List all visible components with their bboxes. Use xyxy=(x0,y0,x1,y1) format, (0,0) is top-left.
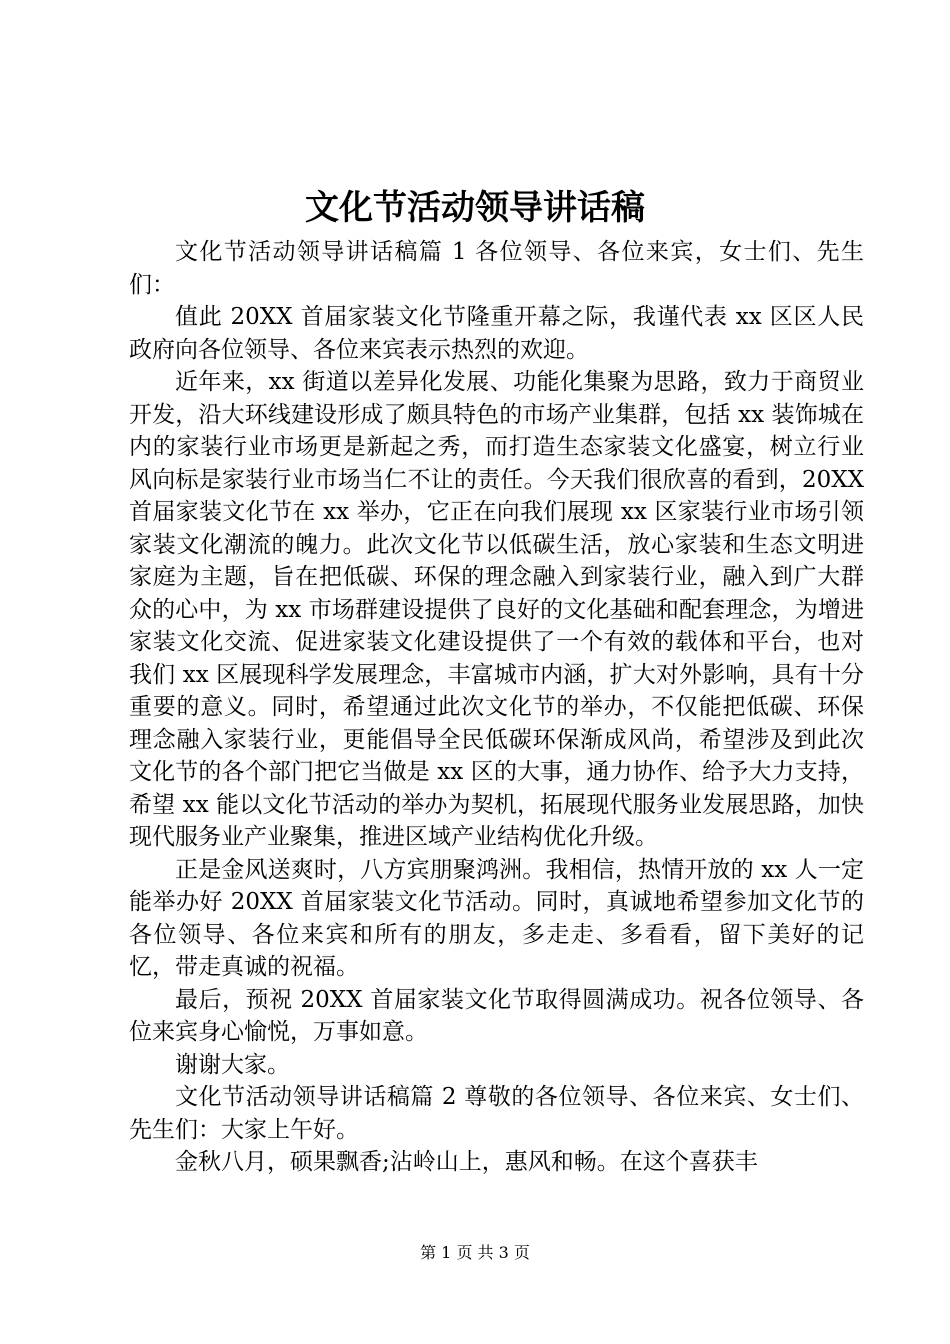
paragraph: 文化节活动领导讲话稿篇 1 各位领导、各位来宾，女士们、先生们： xyxy=(129,239,864,298)
paragraph: 正是金风送爽时，八方宾朋聚鸿洲。我相信，热情开放的 xx 人一定能举办好 20XX 首届家装文化节活动。同时，真诚地希望参加文化节的各位领导、各位来宾和所有的朋友，多走走、多看看，留下美好的记忆，带走真诚的祝福。 xyxy=(129,856,864,980)
document-title: 文化节活动领导讲话稿 xyxy=(305,188,645,228)
paragraph: 近年来，xx 街道以差异化发展、功能化集聚为思路，致力于商贸业开发，沿大环线建设形成了颇具特色的市场产业集群，包括 xx 装饰城在内的家装行业市场更是新起之秀，而打造生态家装文化盛宴，树立行业风向标是家装行业市场当仁不让的责任。今天我们很欣喜的看到，20XX 首届家装文化节在 xx 举办，它正在向我们展现 xx 区家装行业市场引领家装文化潮流的魄力。此次文化节以低碳生活，放心家装和生态文明进家庭为主题，旨在把低碳、环保的理念融入到家装行业，融入到广大群众的心中，为 xx 市场群建设提供了良好的文化基础和配套理念，为增进家装文化交流、促进家装文化建设提供了一个有效的载体和平台，也对我们 xx 区展现科学发展理念，丰富城市内涵，扩大对外影响，具有十分重要的意义。同时，希望通过此次文化节的举办，不仅能把低碳、环保理念融入家装行业，更能倡导全民低碳环保渐成风尚，希望涉及到此次文化节的各个部门把它当做是 xx 区的大事，通力协作、给予大力支持，希望 xx 能以文化节活动的举办为契机，拓展现代服务业发展思路，加快现代服务业产业聚集，推进区域产业结构优化升级。 xyxy=(129,369,864,850)
paragraph: 谢谢大家。 xyxy=(175,1051,290,1078)
document-body xyxy=(129,236,864,1179)
page-footer: 第 1 页 共 3 页 xyxy=(420,1243,530,1262)
paragraph: 文化节活动领导讲话稿篇 2 尊敬的各位领导、各位来宾、女士们、先生们：大家上午好。 xyxy=(129,1084,864,1143)
paragraph: 金秋八月，硕果飘香;沾岭山上，惠风和畅。在这个喜获丰 xyxy=(175,1149,758,1175)
paragraph: 值此 20XX 首届家装文化节隆重开幕之际，我谨代表 xx 区区人民政府向各位领导、各位来宾表示热烈的欢迎。 xyxy=(129,304,864,363)
paragraph: 最后，预祝 20XX 首届家装文化节取得圆满成功。祝各位领导、各位来宾身心愉悦，万事如意。 xyxy=(129,986,864,1045)
